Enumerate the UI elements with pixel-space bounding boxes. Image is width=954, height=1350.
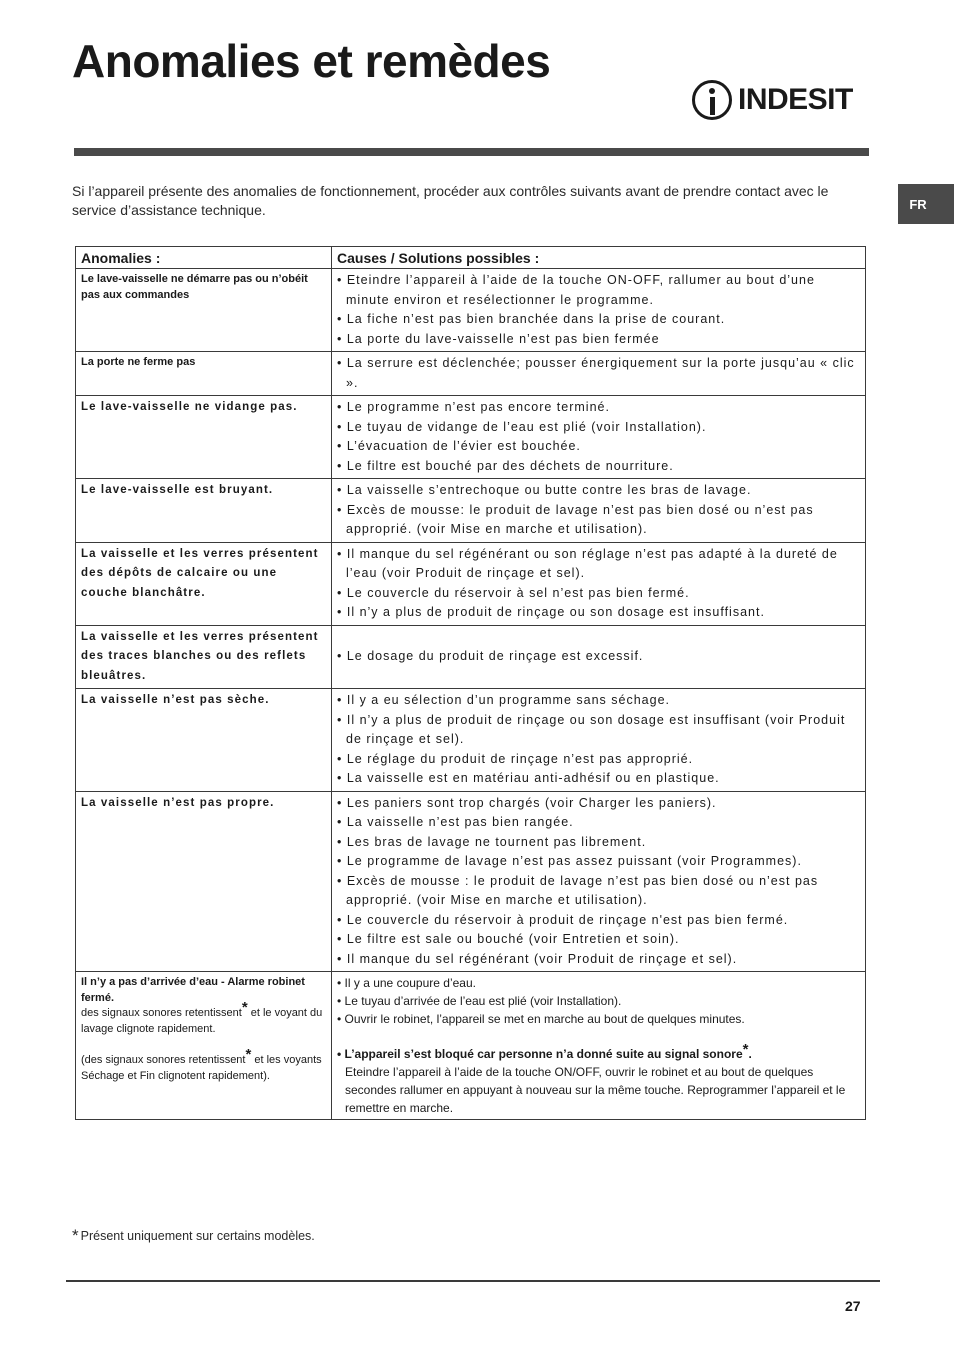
cause-item: • La porte du lave-vaisselle n’est pas bien fermée [337,331,660,346]
causes-cell [332,542,866,625]
table-row [76,396,866,479]
cause-item: • Il n’y a plus de produit de rinçage ou son dosage est insuffisant (voir Produit de rinçage et sel). [337,712,846,746]
intro-paragraph: Si l’appareil présente des anomalies de fonctionnement, procéder aux contrôles suivants avant de prendre contact avec le service d’assistance technique. [72,183,829,218]
cause-item: • Le programme n’est pas encore terminé. [337,400,610,414]
causes-cell [332,396,866,479]
indesit-logo [692,78,870,122]
cause-item: • Ouvrir le robinet, l’appareil se met en marche au bout de quelques minutes. [337,1012,745,1026]
table-row [76,542,866,625]
cause-item: • La vaisselle est en matériau anti-adhésif ou en plastique. [337,771,720,785]
anomaly-detail: (des signaux sonores retentissent* et les voyants Séchage et Fin clignotent rapidement). [81,1046,322,1082]
anomaly-cell: La vaisselle et les verres présentent des dépôts de calcaire ou une couche blanchâtre. [76,542,332,625]
cause-item: • Les bras de lavage ne tournent pas librement. [337,834,647,849]
cause-item: • L’évacuation de l’évier est bouchée. [337,439,581,453]
causes-cell [332,791,866,972]
table-row [76,625,866,689]
causes-cell [332,972,866,1120]
table-row [76,689,866,792]
header-causes: Causes / Solutions possibles : [332,247,866,269]
cause-item: • Les paniers sont trop chargés (voir Charger les paniers). [337,795,717,810]
cause-item: • Le réglage du produit de rinçage n’est pas approprié. [337,751,694,766]
table-row [76,479,866,543]
anomaly-cell: La vaisselle n’est pas sèche. [76,689,332,792]
troubleshooting-table [75,246,866,1120]
cause-item: • L’appareil s’est bloqué car personne n’a donné suite au signal sonore*. [337,1041,752,1061]
cause-item: • Excès de mousse: le produit de lavage n’est pas bien dosé ou n’est pas approprié. (voir Mise en marche et utilisation). [337,502,814,536]
table-row [76,972,866,1120]
language-tab: FR [898,184,954,224]
footnote [72,1226,315,1249]
anomaly-cell: La porte ne ferme pas [76,352,332,396]
cause-item: • Le filtre est sale ou bouché (voir Entretien et soin). [337,932,680,946]
footer-rule [66,1280,880,1282]
anomaly-detail: des signaux sonores retentissent* et le voyant du lavage clignote rapidement. [81,999,323,1035]
header-anomalies: Anomalies : [76,247,332,269]
table-row [76,791,866,972]
anomaly-cell [76,972,332,1120]
cause-item: • Il y a une coupure d’eau. [337,976,476,990]
cause-item: • La serrure est déclenchée; pousser énergiquement sur la porte jusqu’au « clic ». [337,356,855,390]
cause-item: • Eteindre l’appareil à l’aide de la touche ON-OFF, rallumer au bout d’une minute environ et resélectionner le programme. [337,273,815,307]
page-number: 27 [845,1298,861,1314]
cause-item: • La vaisselle n’est pas bien rangée. [337,815,574,829]
cause-item: • Le tuyau de vidange de l’eau est plié (voir Installation). [337,419,707,434]
table-row [76,352,866,396]
causes-cell [332,625,866,689]
header-rule [74,148,869,156]
cause-item: • Le couvercle du réservoir à sel n’est pas bien fermé. [337,585,690,600]
anomaly-cell: Le lave-vaisselle ne démarre pas ou n’obéit pas aux commandes [76,269,332,352]
anomaly-cell: Le lave-vaisselle est bruyant. [76,479,332,543]
causes-cell [332,352,866,396]
cause-item: • Le programme de lavage n’est pas assez puissant (voir Programmes). [337,854,802,868]
cause-item: • Le filtre est bouché par des déchets de nourriture. [337,458,674,473]
cause-item: • Le dosage du produit de rinçage est excessif. [337,649,644,663]
footnote-text: Présent uniquement sur certains modèles. [80,1229,315,1243]
cause-item: • Il manque du sel régénérant ou son réglage n’est pas adapté à la dureté de l’eau (voir Produit de rinçage et sel). [337,546,838,580]
cause-item: • Le tuyau d’arrivée de l’eau est plié (voir Installation). [337,994,622,1008]
cause-item: • Il y a eu sélection d’un programme sans séchage. [337,693,671,707]
anomaly-cell: Le lave-vaisselle ne vidange pas. [76,396,332,479]
anomaly-title: Il n’y a pas d’arrivée d’eau - Alarme robinet fermé. [81,976,305,1004]
table-row [76,269,866,352]
causes-cell [332,269,866,352]
cause-item: • Le couvercle du réservoir à produit de rinçage n'est pas bien fermé. [337,912,789,927]
cause-item: • Il manque du sel régénérant (voir Produit de rinçage et sel). [337,951,738,966]
indesit-logo-icon [692,80,732,120]
causes-cell [332,479,866,543]
table-header-row [76,247,866,269]
footnote-mark: * [72,1226,79,1245]
anomaly-cell: La vaisselle n’est pas propre. [76,791,332,972]
causes-cell [332,689,866,792]
page-title: Anomalies et remèdes [72,35,551,87]
anomaly-cell: La vaisselle et les verres présentent des traces blanches ou des reflets bleuâtres. [76,625,332,689]
brand-name: INDESIT [738,83,853,116]
cause-item: • La vaisselle s’entrechoque ou butte contre les bras de lavage. [337,483,752,497]
cause-item-detail: Eteindre l’appareil à l’aide de la touche ON/OFF, ouvrir le robinet et au bout de quelques secondes rallumer en appuyant à nouveau sur la même touche. Reprogrammer l’appareil et le remettre en marche. [345,1065,846,1115]
cause-item: • La fiche n’est pas bien branchée dans la prise de courant. [337,312,726,326]
cause-item: • Il n’y a plus de produit de rinçage ou son dosage est insuffisant. [337,605,765,619]
cause-item: • Excès de mousse : le produit de lavage n’est pas bien dosé ou n’est pas approprié. (voir Mise en marche et utilisation). [337,873,819,907]
